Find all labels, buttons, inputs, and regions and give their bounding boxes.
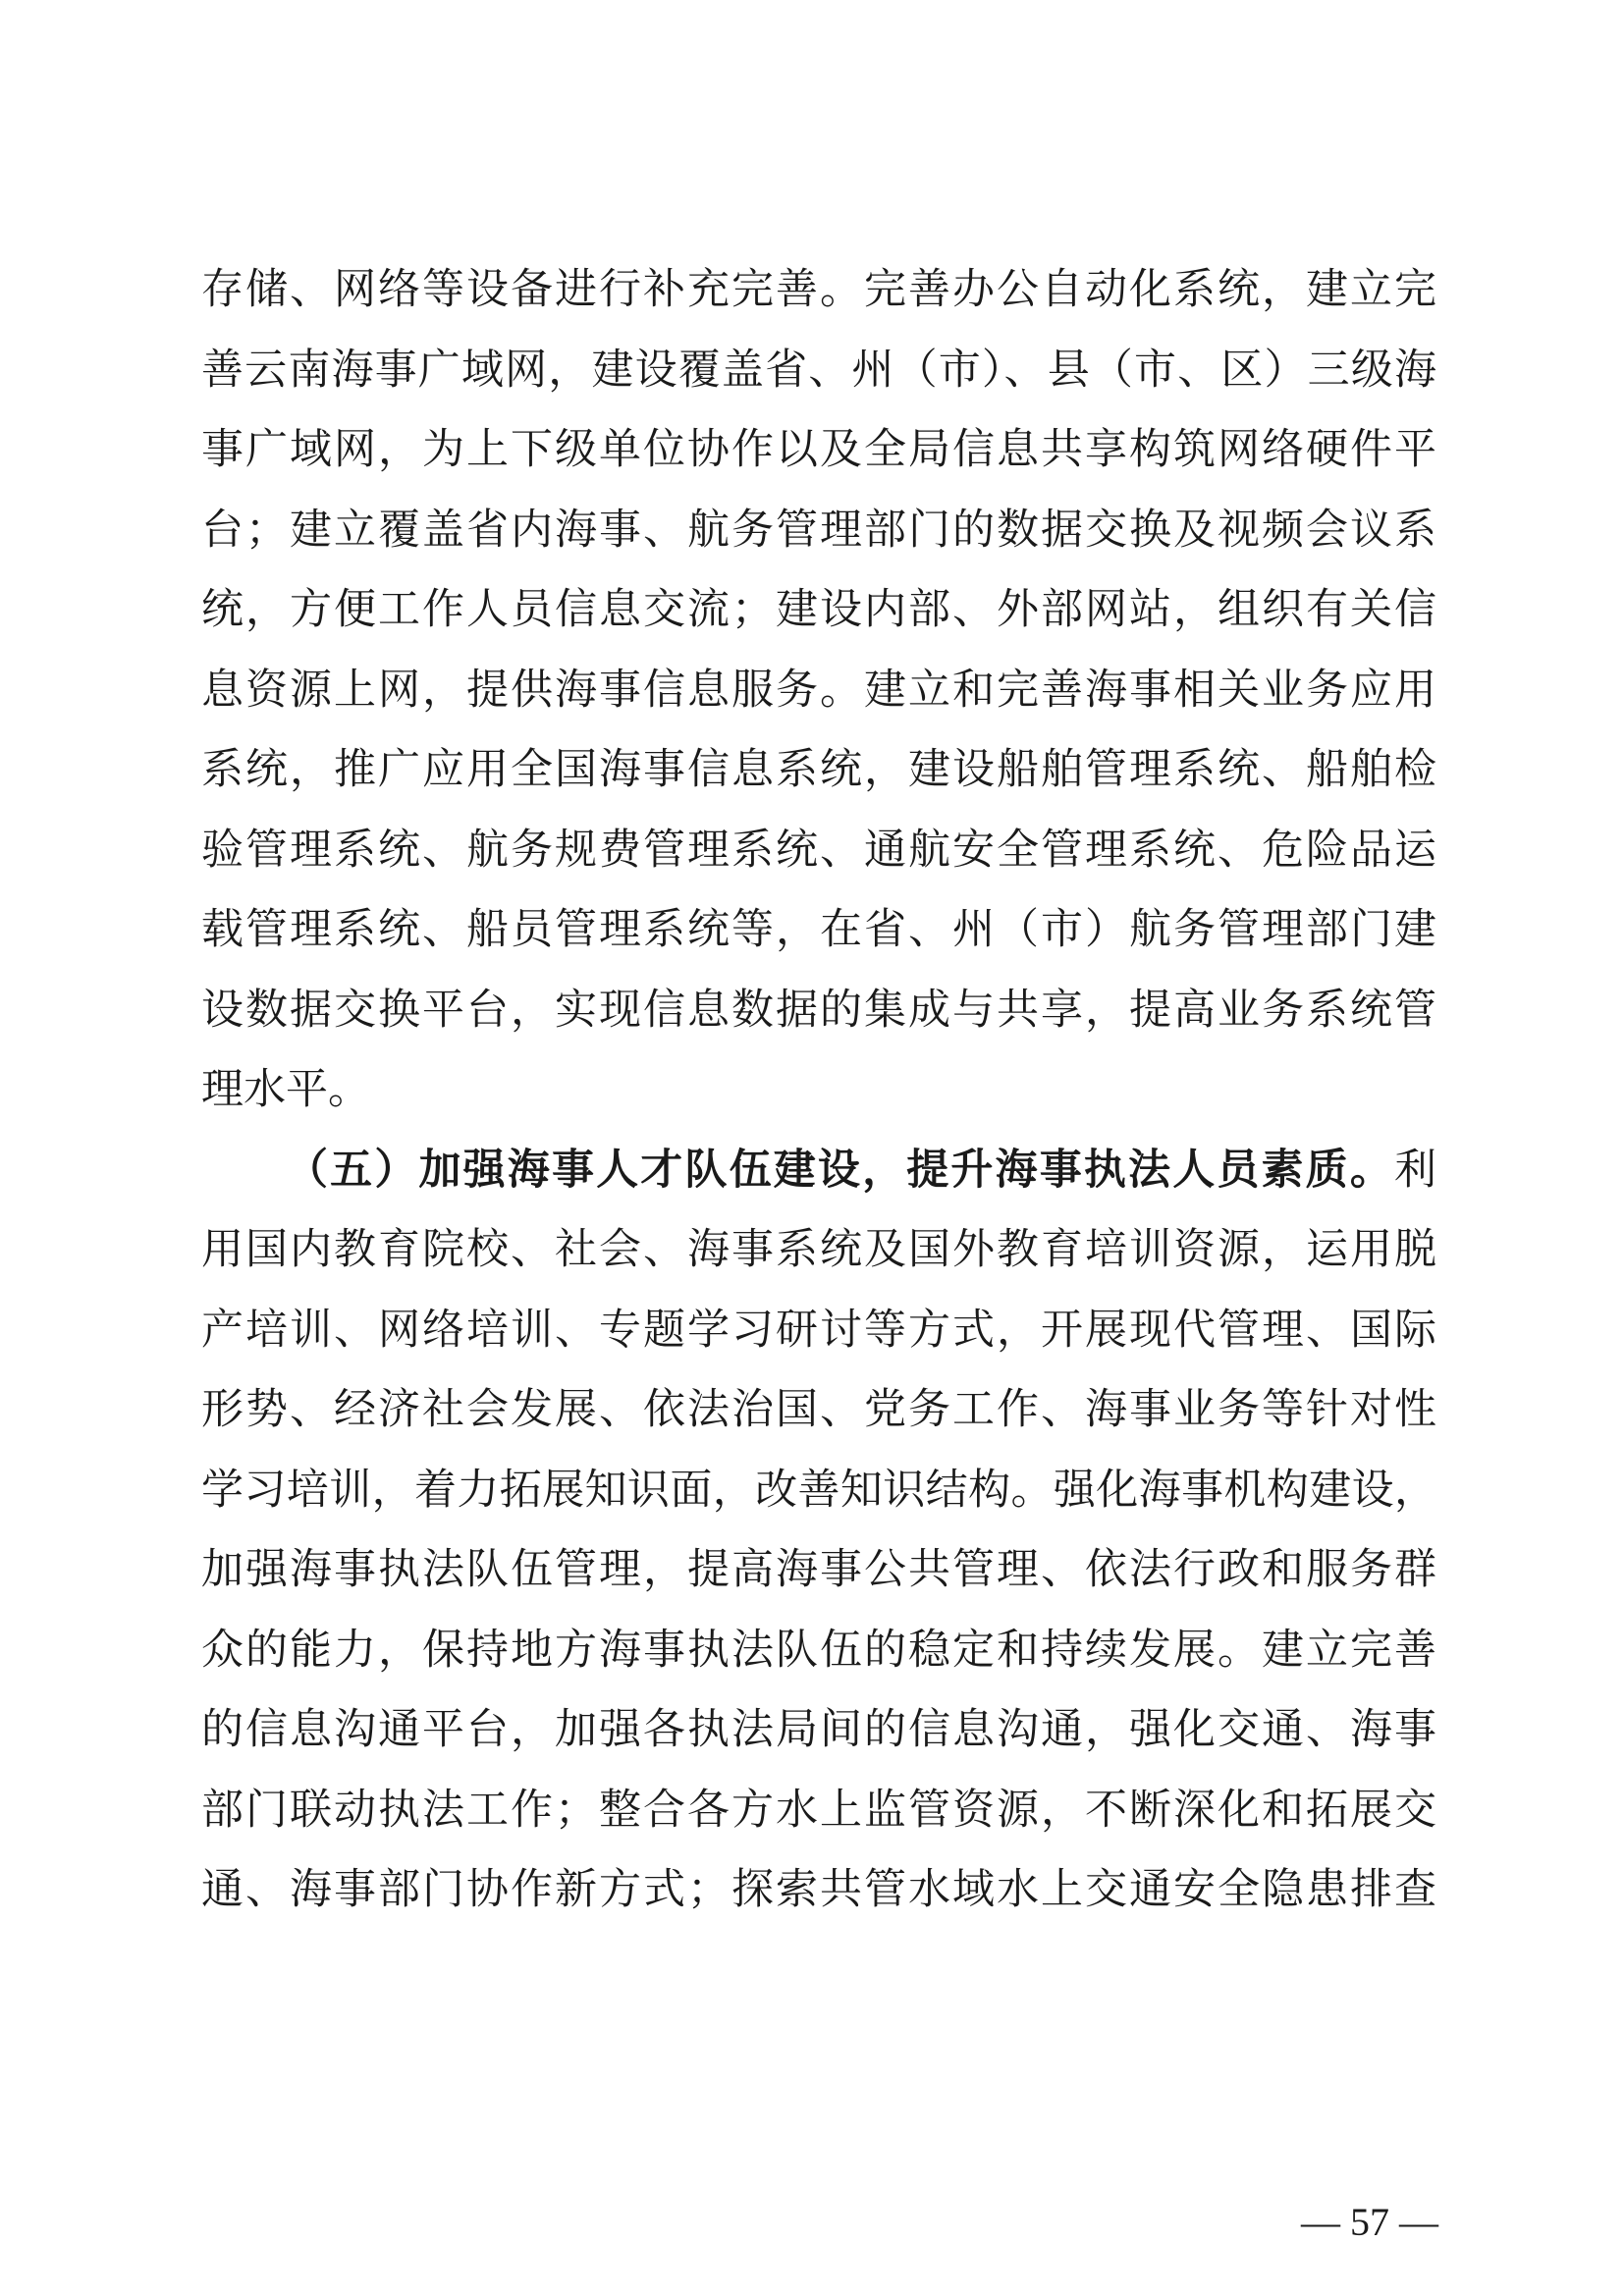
text-line: 部门联动执法工作；整合各方水上监管资源，不断深化和拓展交 <box>201 1785 1436 1835</box>
text-line: 众的能力，保持地方海事执法队伍的稳定和持续发展。建立完善 <box>201 1625 1436 1675</box>
text-line: 台；建立覆盖省内海事、航务管理部门的数据交换及视频会议系 <box>201 505 1436 555</box>
paragraph-infrastructure <box>201 250 1436 1131</box>
text-line: 产培训、网络培训、专题学习研讨等方式，开展现代管理、国际 <box>201 1305 1436 1355</box>
text-line: 事广域网，为上下级单位协作以及全局信息共享构筑网络硬件平 <box>201 425 1436 474</box>
document-body <box>201 250 1436 1931</box>
text-line: 用国内教育院校、社会、海事系统及国外教育培训资源，运用脱 <box>201 1225 1436 1274</box>
text-line: 设数据交换平台，实现信息数据的集成与共享，提高业务系统管 <box>201 985 1436 1035</box>
text-line: 系统，推广应用全国海事信息系统，建设船舶管理系统、船舶检 <box>201 745 1436 794</box>
text-line: 加强海事执法队伍管理，提高海事公共管理、依法行政和服务群 <box>201 1545 1436 1594</box>
text-line: 通、海事部门协作新方式；探索共管水域水上交通安全隐患排查 <box>201 1865 1436 1914</box>
section-heading-line <box>201 1131 1436 1211</box>
paragraph-talent-team <box>201 1131 1436 1931</box>
text-line: 形势、经济社会发展、依法治国、党务工作、海事业务等针对性 <box>201 1385 1436 1434</box>
text-line: 学习培训，着力拓展知识面，改善知识结构。强化海事机构建设， <box>201 1465 1436 1515</box>
text-line: 统，方便工作人员信息交流；建设内部、外部网站，组织有关信 <box>201 585 1436 634</box>
text-line: 息资源上网，提供海事信息服务。建立和完善海事相关业务应用 <box>201 665 1436 715</box>
section-heading: （五）加强海事人才队伍建设，提升海事执法人员素质。 <box>286 1145 1394 1195</box>
page-number: — 57 — <box>1301 2200 1438 2244</box>
heading-line-continuation: 利 <box>1394 1145 1436 1195</box>
text-line: 善云南海事广域网，建设覆盖省、州（市）、县（市、区）三级海 <box>201 345 1436 395</box>
text-line: 存储、网络等设备进行补充完善。完善办公自动化系统，建立完 <box>201 265 1436 314</box>
text-line: 理水平。 <box>201 1065 370 1114</box>
text-line: 载管理系统、船员管理系统等，在省、州（市）航务管理部门建 <box>201 905 1436 954</box>
text-line: 的信息沟通平台，加强各执法局间的信息沟通，强化交通、海事 <box>201 1705 1436 1754</box>
text-line: 验管理系统、航务规费管理系统、通航安全管理系统、危险品运 <box>201 825 1436 875</box>
